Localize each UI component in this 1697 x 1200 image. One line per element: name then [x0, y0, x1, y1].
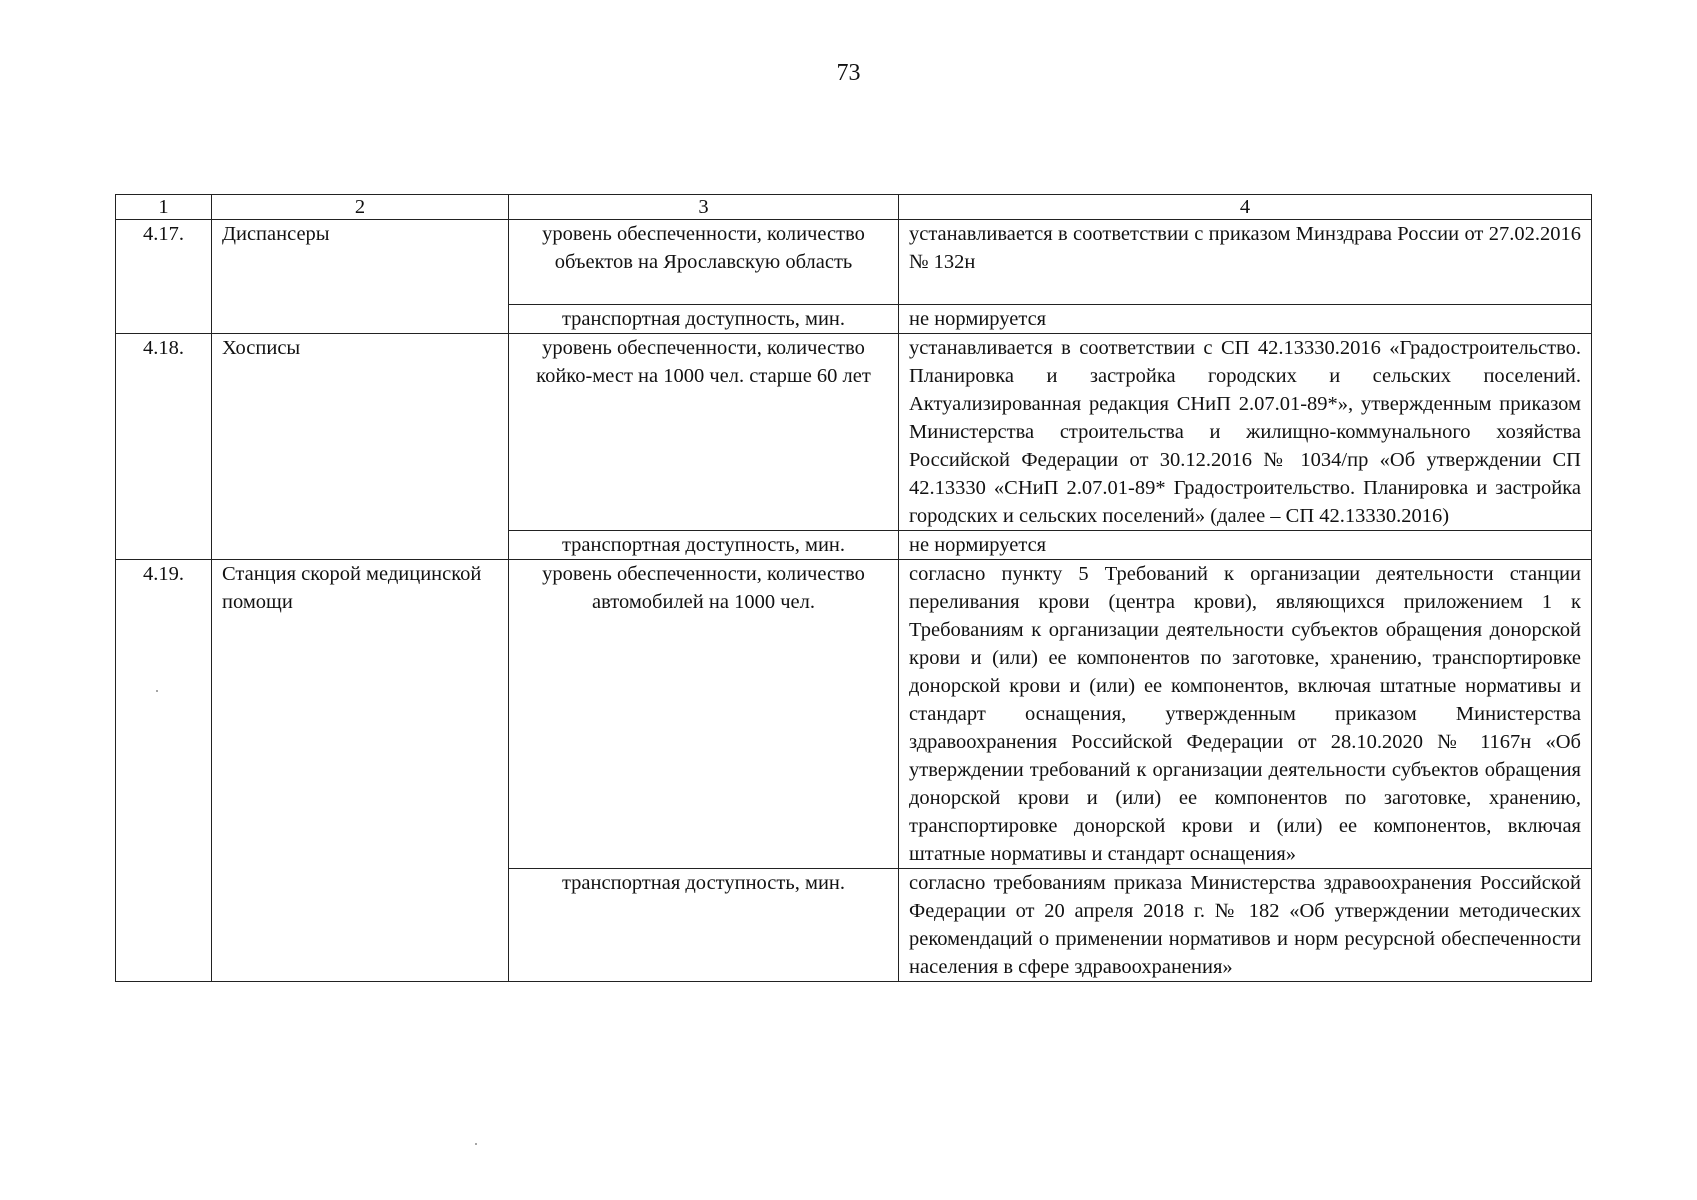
- facility-name: Хосписы: [212, 334, 509, 560]
- norm-cell: не нормируется: [899, 531, 1592, 560]
- table-row: [116, 220, 1592, 305]
- row-number: 4.18.: [116, 334, 212, 560]
- row-number: 4.17.: [116, 220, 212, 334]
- indicator-cell: уровень обеспеченности, количество автомобилей на 1000 чел.: [509, 560, 899, 869]
- norm-cell: устанавливается в соответствии с приказом Минздрава России от 27.02.2016 № 132н: [899, 220, 1592, 305]
- norm-cell: не нормируется: [899, 305, 1592, 334]
- indicator-cell: транспортная доступность, мин.: [509, 869, 899, 982]
- indicator-cell: транспортная доступность, мин.: [509, 531, 899, 560]
- table-row: [116, 560, 1592, 869]
- table-header-row: [116, 195, 1592, 220]
- indicator-cell: транспортная доступность, мин.: [509, 305, 899, 334]
- table-row: [116, 334, 1592, 531]
- scan-speck: [475, 1143, 477, 1145]
- facility-name: Диспансеры: [212, 220, 509, 334]
- facility-name: Станция скорой медицинской помощи: [212, 560, 509, 982]
- norm-cell: согласно требованиям приказа Министерства здравоохранения Российской Федерации от 20 апреля 2018 г. № 182 «Об утверждении методических рекомендаций о применении нормативов и норм ресурсной обеспеченности населения в сфере здравоохранения»: [899, 869, 1592, 982]
- norm-cell: согласно пункту 5 Требований к организации деятельности станции переливания крови (центра крови), являющихся приложением 1 к Требованиям к организации деятельности субъектов обращения донорской крови и (или) ее компонентов по заготовке, хранению, транспортировке донорской крови и (или) ее компонентов, включая штатные нормативы и стандарт оснащения, утвержденным приказом Министерства здравоохранения Российской Федерации от 28.10.2020 № 1167н «Об утверждении требований к организации деятельности субъектов обращения донорской крови и (или) ее компонентов по заготовке, хранению, транспортировке донорской крови и (или) ее компонентов, включая штатные нормативы и стандарт оснащения»: [899, 560, 1592, 869]
- indicator-cell: уровень обеспеченности, количество койко-мест на 1000 чел. старше 60 лет: [509, 334, 899, 531]
- column-number-3: 3: [509, 195, 899, 220]
- standards-table: [115, 194, 1592, 982]
- column-number-1: 1: [116, 195, 212, 220]
- norm-cell: устанавливается в соответствии с СП 42.13330.2016 «Градостроительство. Планировка и застройка городских и сельских поселений. Актуализированная редакция СНиП 2.07.01-89*», утвержденным приказом Министерства строительства и жилищно-коммунального хозяйства Российской Федерации от 30.12.2016 № 1034/пр «Об утверждении СП 42.13330 «СНиП 2.07.01-89* Градостроительство. Планировка и застройка городских и сельских поселений» (далее – СП 42.13330.2016): [899, 334, 1592, 531]
- column-number-2: 2: [212, 195, 509, 220]
- page-number: 73: [836, 60, 861, 86]
- row-number: 4.19.: [116, 560, 212, 982]
- scan-speck: [156, 690, 158, 692]
- column-number-4: 4: [899, 195, 1592, 220]
- indicator-cell: уровень обеспеченности, количество объектов на Ярославскую область: [509, 220, 899, 305]
